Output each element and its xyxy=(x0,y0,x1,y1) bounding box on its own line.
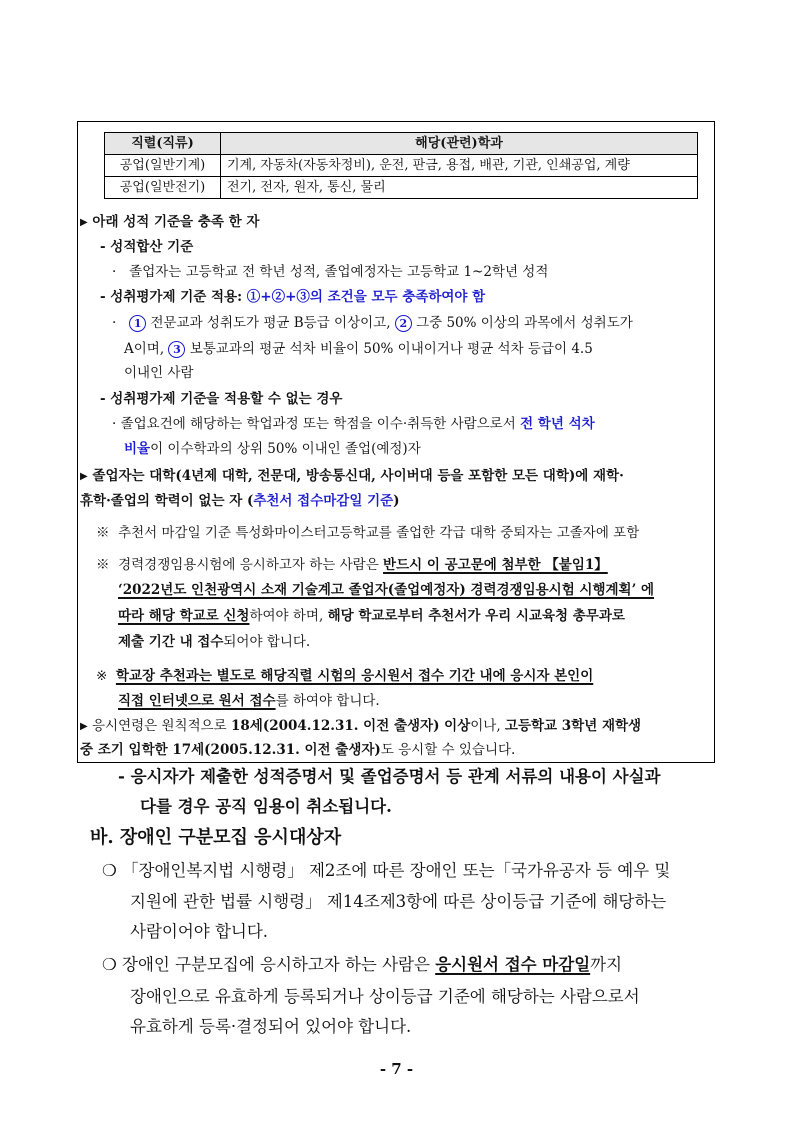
graduate-condition-line-2 xyxy=(80,492,400,510)
note-online-line-1 xyxy=(96,667,593,685)
graduate-condition-text: 졸업자는 대학(4년제 대학, 전문대, 방송통신대, 사이버대 등을 포함한 모든 대학)에 재학· xyxy=(92,468,624,484)
achievement-text: 보통교과의 평균 석차 비율이 50% 이내이거나 평균 석차 등급이 4.5 xyxy=(185,341,593,357)
reference-mark-icon: ※ xyxy=(96,525,110,541)
disabled-para-1-line-1 xyxy=(102,860,670,882)
table-cell: 기계, 자동차(자동차정비), 운전, 판금, 용접, 배관, 기관, 인쇄공업, 계량 xyxy=(221,155,698,177)
subheading-achievement xyxy=(100,288,485,306)
subheading-grade-sum: - 성적합산 기준 xyxy=(100,239,194,255)
deadline-highlight: 추천서 접수마감일 기준 xyxy=(253,493,394,509)
achievement-condition: ①+②+③의 조건을 모두 충족하여야 함 xyxy=(246,289,486,305)
criteria-heading-text: 아래 성적 기준을 충족 한 자 xyxy=(92,214,260,230)
age-line-2 xyxy=(80,741,515,759)
not-applicable-line-2 xyxy=(124,440,421,458)
department-table xyxy=(104,132,698,199)
achievement-text: 전문교과 성취도가 평균 B등급 이상이고, xyxy=(146,315,395,331)
achievement-text: A이며, xyxy=(124,341,169,357)
achievement-line-1 xyxy=(112,314,633,332)
cancellation-line-1: - 응시자가 제출한 성적증명서 및 졸업증명서 등 관계 서류의 내용이 사실과 xyxy=(118,767,661,786)
paragraph-text: 「장애인복지법 시행령」 제2조에 따른 장애인 또는「국가유공자 등 예우 및 xyxy=(122,861,671,880)
eligibility-box xyxy=(77,121,715,763)
note-emphasis: 반드시 이 공고문에 첨부한 【붙임1】 xyxy=(383,557,608,573)
achievement-text: 그중 50% 이상의 과목에서 성취도가 xyxy=(411,315,633,331)
not-applicable-text: · 졸업요건에 해당하는 학업과정 또는 학점을 이수·취득한 사람으로서 xyxy=(112,416,521,432)
note-dropout xyxy=(96,524,639,542)
circle-bullet-icon: ❍ xyxy=(102,955,117,974)
criteria-heading xyxy=(80,213,259,233)
disabled-para-2-line-3: 유효하게 등록·결정되어 있어야 합니다. xyxy=(130,1017,412,1036)
deadline-emphasis: 응시원서 접수 마감일 xyxy=(435,955,591,974)
note-online-line-2 xyxy=(118,692,380,710)
achievement-line-3: 이내인 사람 xyxy=(124,365,194,381)
table-cell: 공업(일반기계) xyxy=(105,155,221,177)
section-heading: 바. 장애인 구분모집 응시대상자 xyxy=(90,827,342,848)
grade-sum-text xyxy=(112,263,548,281)
reference-mark-icon: ※ xyxy=(96,668,108,684)
achievement-prefix: - 성취평가제 기준 적용: xyxy=(100,289,247,305)
cancellation-line-2: 다를 경우 공직 임용이 취소됩니다. xyxy=(140,797,392,816)
bullet-dot: · xyxy=(112,264,117,280)
note-application-line-4 xyxy=(118,633,310,651)
triangle-icon: ▶ xyxy=(80,471,88,482)
triangle-icon: ▶ xyxy=(80,721,88,732)
disabled-para-2-line-2: 장애인으로 유효하게 등록되거나 상이등급 기준에 해당하는 사람으로서 xyxy=(130,987,640,1006)
note-application-line-2: ‘2022년도 인천광역시 소재 기술계고 졸업자(졸업예정자) 경력경쟁임용시험 시행계획’ 에 xyxy=(118,582,655,598)
paragraph-text: 까지 xyxy=(590,955,623,974)
note-emphasis: 따라 해당 학교로 신청 xyxy=(118,608,250,624)
bullet-dot: · xyxy=(112,315,117,331)
graduate-condition-text: 휴학·졸업의 학력이 없는 자 ( xyxy=(80,493,254,509)
graduate-condition-line-1 xyxy=(80,467,624,487)
not-applicable-text: 이 이수학과의 상위 50% 이내인 졸업(예정)자 xyxy=(150,441,421,457)
table-header-cell: 직렬(직류) xyxy=(105,133,221,155)
note-text: 추천서 마감일 기준 특성화마이스터고등학교를 졸업한 각급 대학 중퇴자는 고졸자에 포함 xyxy=(118,525,640,541)
achievement-line-2 xyxy=(124,340,593,358)
age-text: 도 응시할 수 있습니다. xyxy=(380,742,516,758)
note-emphasis: 제출 기간 내 접수 xyxy=(118,634,224,650)
note-emphasis: 학교장 추천과는 별도로 해당직렬 시험의 응시원서 접수 기간 내에 응시자 본인이 xyxy=(115,668,594,684)
age-line-1 xyxy=(80,717,641,737)
rank-ratio-highlight: 전 학년 석차 xyxy=(520,416,595,432)
table-header-cell: 해당(관련)학과 xyxy=(221,133,698,155)
table-cell: 공업(일반전기) xyxy=(105,177,221,199)
disabled-para-2-line-1 xyxy=(102,954,622,976)
note-application-line-3 xyxy=(118,607,625,625)
note-emphasis: 해당 학교로부터 추천서가 우리 시교육청 총무과로 xyxy=(327,608,625,624)
table-header-row xyxy=(105,133,698,155)
age-text: 이나, xyxy=(470,718,505,734)
triangle-icon: ▶ xyxy=(80,217,88,228)
note-text: 를 하여야 합니다. xyxy=(275,693,380,709)
circled-number-2-icon: 2 xyxy=(395,315,412,332)
note-text: 되어야 합니다. xyxy=(223,634,311,650)
age-text: 응시연령은 원칙적으로 xyxy=(92,718,231,734)
note-text: 하여야 하며, xyxy=(249,608,328,624)
page-number: - 7 - xyxy=(379,1060,414,1078)
table-row xyxy=(105,177,698,199)
disabled-para-1-line-3: 사람이어야 합니다. xyxy=(130,922,269,941)
rank-ratio-highlight: 비율 xyxy=(124,441,151,457)
age-emphasis: 18세(2004.12.31. 이전 출생자) 이상 xyxy=(231,718,471,734)
disabled-para-1-line-2: 지원에 관한 법률 시행령」 제14조제3항에 따른 상이등급 기준에 해당하는 xyxy=(130,892,667,911)
note-emphasis: 직접 인터넷으로 원서 접수 xyxy=(118,693,276,709)
age-emphasis: 고등학교 3학년 재학생 xyxy=(504,718,642,734)
table-cell: 전기, 전자, 원자, 통신, 물리 xyxy=(221,177,698,199)
reference-mark-icon: ※ xyxy=(96,557,110,573)
not-applicable-line-1 xyxy=(112,415,595,433)
table-row xyxy=(105,155,698,177)
paragraph-text: 장애인 구분모집에 응시하고자 하는 사람은 xyxy=(122,955,436,974)
graduate-condition-text: ) xyxy=(393,493,400,509)
age-emphasis: 중 조기 입학한 17세(2005.12.31. 이전 출생자) xyxy=(80,742,381,758)
grade-sum-desc: 졸업자는 고등학교 전 학년 성적, 졸업예정자는 고등학교 1~2학년 성적 xyxy=(129,264,549,280)
circle-bullet-icon: ❍ xyxy=(102,861,117,880)
note-application-line-1 xyxy=(96,556,608,574)
circled-number-3-icon: 3 xyxy=(168,341,185,358)
circled-number-1-icon: 1 xyxy=(129,315,146,332)
subheading-not-applicable: - 성취평가제 기준을 적용할 수 없는 경우 xyxy=(100,391,343,407)
note-text: 경력경쟁임용시험에 응시하고자 하는 사람은 xyxy=(118,557,384,573)
